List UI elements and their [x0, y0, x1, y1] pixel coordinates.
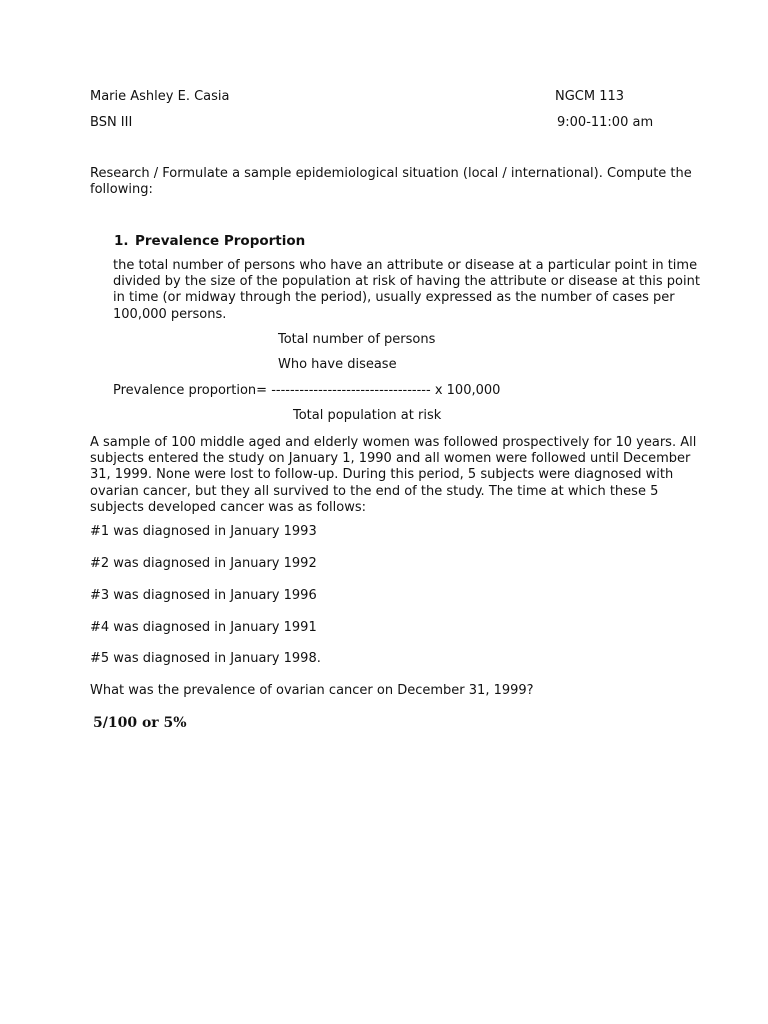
case-item: #2 was diagnosed in January 1992: [90, 556, 317, 571]
question-text: What was the prevalence of ovarian cancer on December 31, 1999?: [90, 683, 534, 698]
class-time: 9:00-11:00 am: [557, 115, 654, 130]
student-name: Marie Ashley E. Casia: [90, 89, 230, 104]
section-title: Prevalence Proportion: [135, 233, 306, 249]
scenario-paragraph: A sample of 100 middle aged and elderly women was followed prospectively for 10 years. All subjects entered the study on January 1, 1990 and all women were followed until December 31, 1999. None were lost to follow-up. During this period, 5 subjects were diagnosed with ovarian cancer, but they all survived to the end of the study. The time at which these 5 subjects developed cancer was as follows:: [90, 435, 697, 515]
course-code: NGCM 113: [555, 89, 625, 104]
formula-denominator: Total population at risk: [293, 408, 442, 423]
instructions-paragraph: Research / Formulate a sample epidemiological situation (local / international). Compute the following:: [90, 166, 692, 198]
formula-main-line: Prevalence proportion= ---------------------------------- x 100,000: [113, 383, 501, 398]
formula-numerator-line1: Total number of persons: [278, 332, 436, 347]
case-item: #3 was diagnosed in January 1996: [90, 588, 317, 603]
section-number: 1.: [114, 233, 129, 249]
case-item: #4 was diagnosed in January 1991: [90, 620, 317, 635]
answer-text: 5/100 or 5%: [93, 715, 187, 731]
program-year: BSN III: [90, 115, 133, 130]
case-item: #1 was diagnosed in January 1993: [90, 524, 317, 539]
definition-paragraph: the total number of persons who have an attribute or disease at a particular point in time divided by the size of the population at risk of having the attribute or disease at this point in time (or midway through the period), usually expressed as the number of cases per 100,000 persons.: [113, 258, 700, 322]
case-item: #5 was diagnosed in January 1998.: [90, 651, 321, 666]
formula-numerator-line2: Who have disease: [278, 357, 397, 372]
